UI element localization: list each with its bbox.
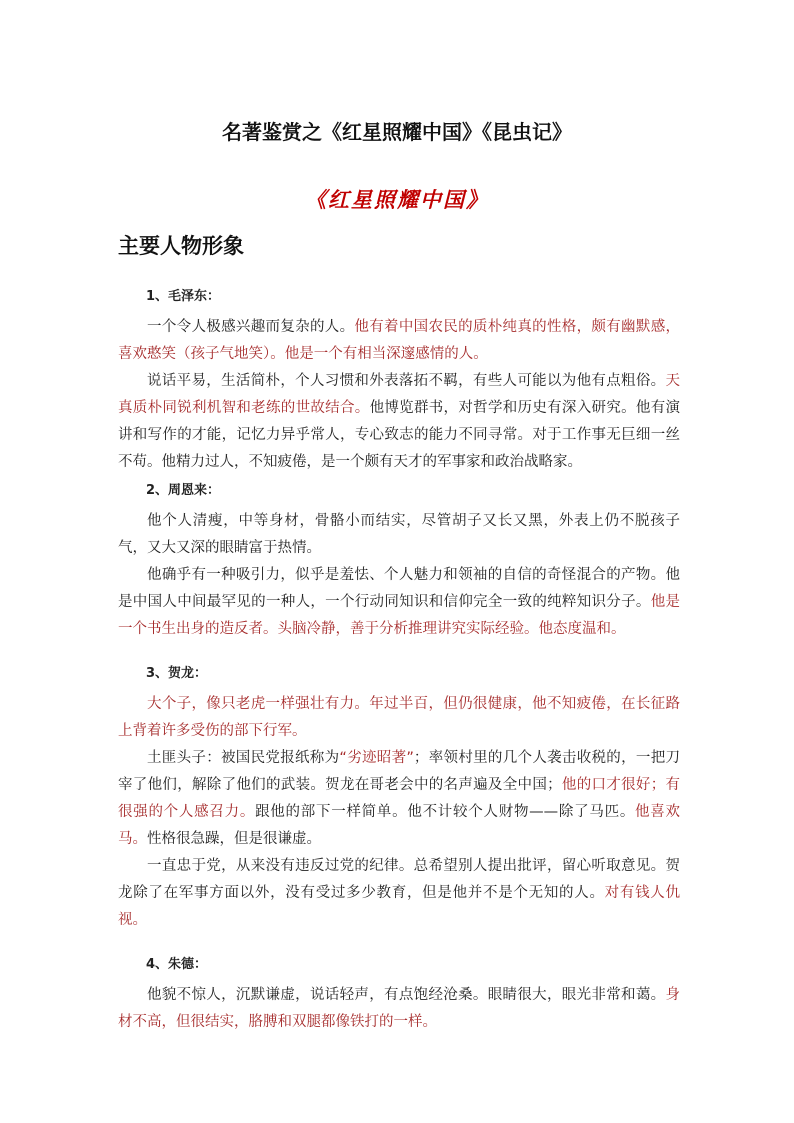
character-heading: 4、朱德： (146, 957, 208, 972)
highlighted-text: “劣迹昭著” (339, 750, 414, 766)
text-run: ；率领村里的几个人袭击收税的，一把刀宰了他们，解除了他们的武装。贺龙在哥老会中的名声遍及全中国； (118, 750, 681, 793)
character-heading: 3、贺龙： (146, 666, 208, 681)
spacer (118, 643, 680, 663)
text-run: 他博览群书，对哲学和历史有深入研究。他有演讲和写作的才能，记忆力异乎常人，专心致志的能力不同寻常。对于工作事无巨细一丝不苟。他精力过人，不知疲倦，是一个颇有天才的军事家和政治战略家。 (118, 400, 681, 470)
character-block-mao (118, 286, 680, 476)
paragraph (118, 982, 680, 1036)
highlighted-text: 天真质朴同锐利机智和老练的世故结合。 (118, 373, 680, 416)
character-block-he (118, 663, 680, 934)
document-title: 名著鉴赏之《红星照耀中国》《昆虫记》 (222, 120, 572, 144)
highlighted-text: 他的口才很好；有很强的个人感召力。 (118, 777, 681, 820)
paragraph (118, 314, 680, 368)
text-run: 跟他的部下一样简单。他不计较个人财物——除了马匹。 (255, 804, 636, 820)
paragraph (118, 691, 680, 745)
text-run: 说话平易，生活简朴，个人习惯和外表落拓不羁，有些人可能以为他有点粗俗。 (147, 373, 666, 389)
highlighted-text: 他是一个书生出身的造反者。头脑冷静，善于分析推理讲究实际经验。他态度温和。 (118, 594, 681, 637)
text-run: 土匪头子：被国民党报纸称为 (147, 750, 340, 766)
highlighted-text: 他喜欢马。 (118, 804, 681, 847)
character-list (118, 286, 680, 1036)
highlighted-text: 大个子，像只老虎一样强壮有力。年过半百，但仍很健康，他不知疲倦，在长征路上背着许多受伤的部下行军。 (118, 696, 680, 739)
book-title: 《红星照耀中国》 (305, 187, 489, 212)
highlighted-text: 身材不高，但很结实，胳膊和双腿都像铁打的一样。 (118, 987, 680, 1030)
highlighted-text: 他有着中国农民的质朴纯真的性格，颇有幽默感，喜欢憨笑（孩子气地笑）。他是一个有相当深邃感情的人。 (118, 319, 681, 362)
section-heading: 主要人物形象 (118, 234, 244, 258)
highlighted-text: 对有钱人仇视。 (118, 885, 681, 928)
character-block-zhou (118, 480, 680, 643)
text-run: 他个人清瘦，中等身材，骨骼小而结实，尽管胡子又长又黑，外表上仍不脱孩子气，又大又深的眼睛富于热情。 (118, 513, 680, 556)
character-heading: 2、周恩来： (146, 483, 221, 498)
text-run: 他确乎有一种吸引力，似乎是羞怯、个人魅力和领袖的自信的奇怪混合的产物。他是中国人中间最罕见的一种人，一个行动同知识和信仰完全一致的纯粹知识分子。 (118, 567, 680, 610)
spacer (118, 934, 680, 954)
text-run: 他貌不惊人，沉默谦虚，说话轻声，有点饱经沧桑。眼睛很大，眼光非常和蔼。 (147, 987, 666, 1003)
paragraph (118, 508, 680, 562)
paragraph (118, 745, 680, 853)
text-run: 性格很急躁，但是很谦虚。 (147, 831, 321, 847)
character-block-zhu (118, 954, 680, 1036)
text-run: 一直忠于党，从来没有违反过党的纪律。总希望别人提出批评，留心听取意见。贺龙除了在军事方面以外，没有受过多少教育，但是他并不是个无知的人。 (118, 858, 680, 901)
paragraph (118, 562, 680, 643)
paragraph (118, 368, 680, 476)
character-heading: 1、毛泽东： (146, 289, 221, 304)
paragraph (118, 853, 680, 934)
text-run: 一个令人极感兴趣而复杂的人。 (147, 319, 355, 335)
